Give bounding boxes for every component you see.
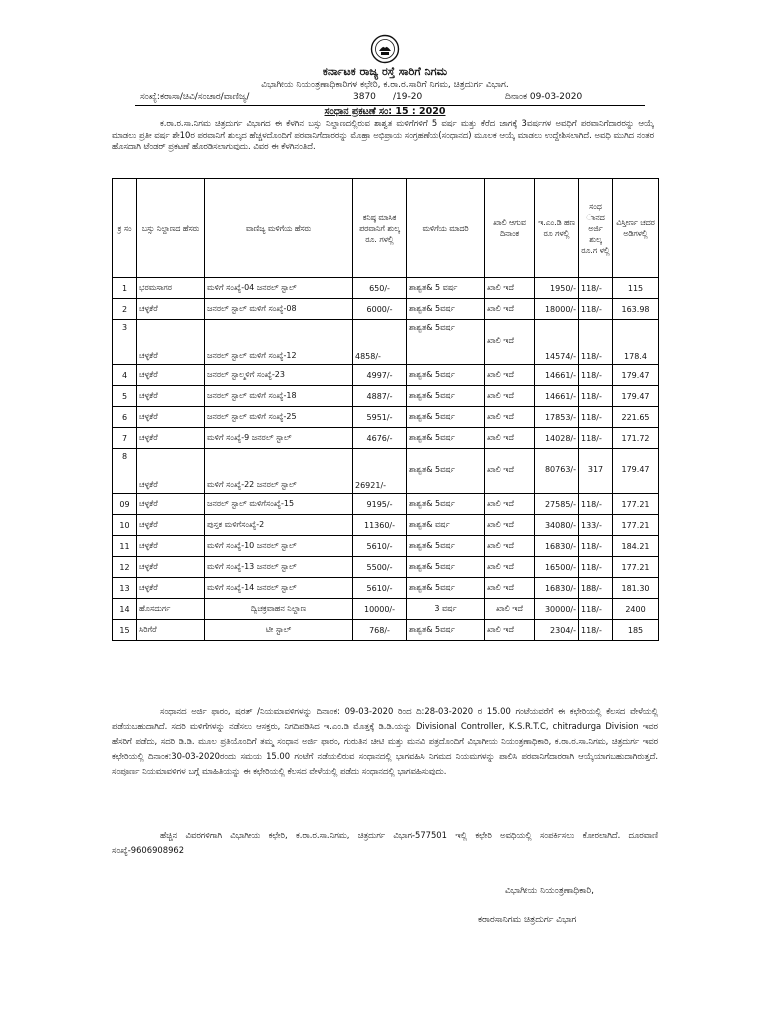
cell-area: 163.98 [613,299,659,320]
conditions-paragraph: ಸಂಧಾನದ ಅರ್ಜಿ ಫಾರಂ, ಷರತ್ /ನಿಯಮಾವಳಿಗಳನ್ನು ದಿನಾಂಕ: 09-03-2020 ರಿಂದ ದಿ:28-03-2020 ರ 15.00 ಗಂಟೆಯವರೆಗೆ ಈ ಕಛೇರಿಯಲ್ಲಿ ಕೆಲಸದ ವೇಳೆಯಲ್ಲಿ ಪಡೆಯಬಹುದಾಗಿದೆ. ಸದರಿ ಮಳಿಗೆಗಳನ್ನು ನಡೆಸಲು ಆಸಕ್ತರು, ನಿಗದಿಪಡಿಸಿದ ಇ.ಎಂ.ಡಿ ಮೊತ್ತಕ್ಕೆ ಡಿ.ಡಿ.ಯನ್ನು Divisional Controller, K.S.R.T.C, chitradurga Division ಇವರ ಹೆಸರಿಗೆ ಪಡೆದು, ಸದರಿ ಡಿ.ಡಿ. ಮೂಲ ಪ್ರತಿಯೊಂದಿಗೆ ತಮ್ಮ ಸಂಧಾನ ಅರ್ಜಿ ಫಾರಂ, ಗುರುತಿನ ಚೀಟಿ ಮತ್ತು ಮನವಿ ಪತ್ರದೊಂದಿಗೆ ವಿಭಾಗೀಯ ನಿಯಂತ್ರಣಾಧಿಕಾರಿ, ಕ.ರಾ.ರ.ಸಾ.ನಿಗಮ, ಚಿತ್ರದುರ್ಗ ಇವರ ಕಛೇರಿಯಲ್ಲಿ ದಿನಾಂಕ:30-03-2020ರಂದು ಸಮಯ 15.00 ಗಂಟೆಗೆ ನಡೆಯಲಿರುವ ಸಂಧಾನದಲ್ಲಿ ಭಾಗವಹಿಸಿ ನಿಗಮದ ನಿಯಮಗಳನ್ನು ಪಾಲಿಸಿ ಪರವಾನಿಗೆದಾರರಾಗಿ ಆಯ್ಕೆಯಾಗಬಹುದಾಗಿರುತ್ತದೆ. ಸಂಪೂರ್ಣ ನಿಯಮಾವಳಿಗಳ ಬಗ್ಗೆ ಮಾಹಿತಿಯನ್ನು ಈ ಕಛೇರಿಯಲ್ಲಿ ಕೆಲಸದ ವೇಳೆಯಲ್ಲಿ ಪಡೆದು ಸಂಧಾನದಲ್ಲಿ ಭಾಗವಹಿಸುವುದು. [112,706,658,776]
table-row [113,365,659,386]
cell-fee: 11360/- [353,515,407,536]
table-row [113,428,659,449]
cell-emd: 16830/- [535,536,579,557]
cell-app-fee: 118/- [579,428,613,449]
cell-app-fee: 118/- [579,278,613,299]
cell-station: ಚಳ್ಳಕೆರೆ [137,515,205,536]
cell-area: 185 [613,620,659,641]
cell-serial: 10 [113,515,137,536]
cell-fee: 768/- [353,620,407,641]
cell-type: 3 ವರ್ಷ [407,599,485,620]
col-header-emd: ಇ.ಎಂ.ಡಿ ಹಣ ರೂ ಗಳಲ್ಲಿ [535,179,579,278]
cell-serial: 4 [113,365,137,386]
table-row [113,386,659,407]
cell-area: 171.72 [613,428,659,449]
notice-title: ಸಂಧಾನ ಪ್ರಕಟಣೆ ಸಂ: 15 : 2020 [324,106,446,117]
intro-paragraph: ಕ.ರಾ.ರ.ಸಾ.ನಿಗಮ ಚಿತ್ರದುರ್ಗ ವಿಭಾಗದ ಈ ಕೆಳಗಿನ ಬಸ್ಸು ನಿಲ್ದಾಣದಲ್ಲಿರುವ ಶಾಶ್ವತ ಮಳಿಗೆಗಳಿಗೆ 5 ವರ್ಷ ಮತ್ತು ಕೆರೆದ ಜಾಗಕ್ಕೆ 3ವರ್ಷಗಳ ಅವಧಿಗೆ ಪರವಾನಿಗೆದಾರರನ್ನು ಆಯ್ಕೆ ಮಾಡಲು ಪ್ರತೀ ವರ್ಷ ಶೇ10ರ ಪರವಾನಿಗೆ ಶುಲ್ಕದ ಹೆಚ್ಚಳದೊಂದಿಗೆ ಪರವಾನಿಗೆದಾರರನ್ನು ಮೊಹ್ರಾ ಅಭಿಪ್ರಾಯ ಸಂಗ್ರಹಣೆಯ(ಸಂಧಾನದ) ಮೂಲಕ ಆಯ್ಕೆ ಮಾಡಲು ಉದ್ದೇಶಿಸಲಾಗಿದೆ. ಅವಧಿ ಮುಗಿದ ನಂತರ ಹೊಸದಾಗಿ ಟೆಂಡರ್ ಪ್ರಕಟಣೆ ಹೊರಡಿಸಲಾಗುವುದು. ವಿವರ ಈ ಕೆಳಗಿನಂತಿದೆ. [112,118,654,151]
cell-area: 184.21 [613,536,659,557]
cell-shop: ಮಳಿಗೆ ಸಂಖ್ಯೆ-9 ಜನರಲ್ ಸ್ಟಾಲ್ [205,428,353,449]
table-header-row [113,179,659,278]
cell-station: ಚಳ್ಳಕೆರೆ [137,299,205,320]
reference-line [135,91,645,106]
cell-fee: 5500/- [353,557,407,578]
cell-type: ಶಾಶ್ವತ& ವರ್ಷ [407,515,485,536]
cell-serial: 13 [113,578,137,599]
cell-app-fee: 118/- [579,299,613,320]
cell-serial: 6 [113,407,137,428]
cell-fee: 5951/- [353,407,407,428]
cell-station: ಹೊಸದುರ್ಗ [137,599,205,620]
cell-serial: 12 [113,557,137,578]
cell-emd: 27585/- [535,494,579,515]
cell-area: 2400 [613,599,659,620]
cell-type: ಶಾಶ್ವತ& 5ವರ್ಷ [407,407,485,428]
cell-app-fee: 118/- [579,536,613,557]
cell-fee: 10000/- [353,599,407,620]
cell-vacancy: ಖಾಲಿ ಇದೆ [485,599,535,620]
cell-shop: ಜನರಲ್ ಸ್ಟಾಲ್ ಮಳಿಗೆಸಂಖ್ಯೆ-15 [205,494,353,515]
cell-vacancy: ಖಾಲಿ ಇದೆ [485,536,535,557]
cell-emd: 16500/- [535,557,579,578]
cell-serial: 15 [113,620,137,641]
cell-app-fee: 118/- [579,407,613,428]
cell-type: ಶಾಶ್ವತ& 5ವರ್ಷ [407,578,485,599]
org-name: ಕರ್ನಾಟಕ ರಾಜ್ಯ ರಸ್ತೆ ಸಾರಿಗೆ ನಿಗಮ [322,65,448,78]
cell-vacancy: ಖಾಲಿ ಇದೆ [485,428,535,449]
cell-type: ಶಾಶ್ವತ& 5ವರ್ಷ [407,320,485,365]
cell-app-fee: 118/- [579,365,613,386]
cell-fee: 5610/- [353,578,407,599]
cell-app-fee: 188/- [579,578,613,599]
table-row [113,278,659,299]
cell-fee: 26921/- [353,449,407,494]
cell-fee: 650/- [353,278,407,299]
cell-app-fee: 118/- [579,557,613,578]
reference-serial: 3870 [353,92,376,102]
cell-type: ಶಾಶ್ವತ& 5ವರ್ಷ [407,428,485,449]
cell-fee: 5610/- [353,536,407,557]
cell-fee: 4858/- [353,320,407,365]
cell-emd: 14661/- [535,386,579,407]
cell-station: ಚಳ್ಳಕೆರೆ [137,494,205,515]
table-row [113,536,659,557]
cell-vacancy: ಖಾಲಿ ಇದೆ [485,320,535,365]
col-header-serial: ಕ್ರ ಸಂ [113,179,137,278]
contact-paragraph: ಹೆಚ್ಚಿನ ವಿವರಗಳಿಗಾಗಿ ವಿಭಾಗೀಯ ಕಛೇರಿ, ಕ.ರಾ.ರ.ಸಾ.ನಿಗಮ, ಚಿತ್ರದುರ್ಗ ವಿಭಾಗ-577501 ಇಲ್ಲಿ ಕಛೇರಿ ಅವಧಿಯಲ್ಲಿ ಸಂಪರ್ಕಿಸಲು ಕೋರಲಾಗಿದೆ. ದೂರವಾಣಿ ಸಂಖ್ಯೆ-9606908962 [112,830,658,855]
cell-type: ಶಾಶ್ವತ& 5ವರ್ಷ [407,620,485,641]
cell-shop: ಜನರಲ್ ಸ್ಟಾಲ್ ಮಳಿಗೆ ಸಂಖ್ಯೆ-18 [205,386,353,407]
cell-emd: 1950/- [535,278,579,299]
cell-vacancy: ಖಾಲಿ ಇದೆ [485,515,535,536]
cell-type: ಶಾಶ್ವತ& 5ವರ್ಷ [407,299,485,320]
col-header-app-fee: ಸಂಧ ಾನದ ಅರ್ಜಿ ಶುಲ್ಕ ರೂ.ಗ ಳಲ್ಲಿ [579,179,613,278]
cell-area: 115 [613,278,659,299]
reference-number: ಸಂಖ್ಯೆ:ಕರಾಸಾ/ಚಿವಿ/ಸಂಚಾರ/ವಾಣಿಜ್ಯ/ [140,92,250,102]
cell-type: ಶಾಶ್ವತ& 5ವರ್ಷ [407,494,485,515]
cell-emd: 14574/- [535,320,579,365]
cell-area: 181.30 [613,578,659,599]
cell-shop: ಪುಸ್ತಕ ಮಳಿಗೆಸಂಖ್ಯೆ-2 [205,515,353,536]
cell-fee: 6000/- [353,299,407,320]
cell-type: ಶಾಶ್ವತ& 5ವರ್ಷ [407,449,485,494]
table-row [113,449,659,494]
cell-station: ಚಳ್ಳಕೆರೆ [137,449,205,494]
col-header-area: ವಿಸ್ತೀರ್ಣ ಚದರ ಅಡಿಗಳಲ್ಲಿ [613,179,659,278]
cell-vacancy: ಖಾಲಿ ಇದೆ [485,386,535,407]
notice-date: ದಿನಾಂಕ 09-03-2020 [505,92,583,102]
cell-app-fee: 118/- [579,620,613,641]
cell-station: ಚಳ್ಳಕೆರೆ [137,557,205,578]
cell-app-fee: 118/- [579,599,613,620]
cell-station: ಚಳ್ಳಕೆರೆ [137,365,205,386]
signatory-title: ವಿಭಾಗೀಯ ನಿಯಂತ್ರಣಾಧಿಕಾರಿ, [505,886,594,896]
cell-type: ಶಾಶ್ವತ& 5 ವರ್ಷ [407,278,485,299]
cell-vacancy: ಖಾಲಿ ಇದೆ [485,365,535,386]
cell-shop: ಜನರಲ್ ಸ್ಟಾಲ್ ಮಳಿಗೆ ಸಂಖ್ಯೆ-12 [205,320,353,365]
cell-station: ಚಳ್ಳಕೆರೆ [137,536,205,557]
cell-serial: 7 [113,428,137,449]
cell-area: 179.47 [613,365,659,386]
reference-year: /19-20 [393,92,423,102]
col-header-fee: ಕನಿಷ್ಠ ಮಾಸಿಕ ಪರವಾನಿಗೆ ಶುಲ್ಕ ರೂ. ಗಳಲ್ಲಿ [353,179,407,278]
cell-emd: 14028/- [535,428,579,449]
cell-area: 221.65 [613,407,659,428]
cell-app-fee: 118/- [579,494,613,515]
cell-serial: 3 [113,320,137,365]
cell-station: ಚಳ್ಳಕೆರೆ [137,407,205,428]
table-row [113,515,659,536]
cell-serial: 2 [113,299,137,320]
cell-shop: ಮಳಿಗೆ ಸಂಖ್ಯೆ-13 ಜನರಲ್ ಸ್ಟಾಲ್ [205,557,353,578]
cell-station: ಚಳ್ಳಕೆರೆ [137,320,205,365]
cell-vacancy: ಖಾಲಿ ಇದೆ [485,407,535,428]
cell-shop: ಜನರಲ್ ಸ್ಟಾಲ್ಮಳಿಗೆ ಸಂಖ್ಯೆ-23 [205,365,353,386]
cell-emd: 17853/- [535,407,579,428]
cell-app-fee: 118/- [579,386,613,407]
cell-vacancy: ಖಾಲಿ ಇದೆ [485,578,535,599]
cell-station: ಚಳ್ಳಕೆರೆ [137,578,205,599]
signatory-org: ಕರಾರಸಾನಿಗಮ ಚಿತ್ರದುರ್ಗ ವಿಭಾಗ [478,915,577,925]
table-row [113,320,659,365]
department-line: ವಿಭಾಗೀಯ ನಿಯಂತ್ರಣಾಧಿಕಾರಿಗಳ ಕಛೇರಿ, ಕ.ರಾ.ರ.ಸಾರಿಗೆ ನಿಗಮ, ಚಿತ್ರದುರ್ಗ ವಿಭಾಗ. [261,80,509,90]
ksrtc-emblem-icon [370,34,400,64]
table-row [113,578,659,599]
cell-app-fee: 118/- [579,320,613,365]
cell-serial: 09 [113,494,137,515]
col-header-vacancy: ಖಾಲಿ ಆಗುವ ದಿನಾಂಕ [485,179,535,278]
cell-shop: ಜನರಲ್ ಸ್ಟಾಲ್ ಮಳಿಗೆ ಸಂಖ್ಯೆ-08 [205,299,353,320]
cell-area: 179.47 [613,386,659,407]
table-row [113,599,659,620]
table-row [113,299,659,320]
cell-shop: ಮಳಿಗೆ ಸಂಖ್ಯೆ-22 ಜನರಲ್ ಸ್ಟಾಲ್ [205,449,353,494]
cell-app-fee: 133/- [579,515,613,536]
cell-fee: 4676/- [353,428,407,449]
shops-table [112,178,659,641]
cell-serial: 11 [113,536,137,557]
cell-emd: 2304/- [535,620,579,641]
cell-serial: 1 [113,278,137,299]
cell-shop: ಜನರಲ್ ಸ್ಟಾಲ್ ಮಳಿಗೆ ಸಂಖ್ಯೆ-25 [205,407,353,428]
cell-shop: ಮಳಿಗೆ ಸಂಖ್ಯೆ-04 ಜನರಲ್ ಸ್ಟಾಲ್ [205,278,353,299]
cell-vacancy: ಖಾಲಿ ಇದೆ [485,494,535,515]
cell-shop: ಮಳಿಗೆ ಸಂಖ್ಯೆ-10 ಜನರಲ್ ಸ್ಟಾಲ್ [205,536,353,557]
cell-serial: 14 [113,599,137,620]
cell-type: ಶಾಶ್ವತ& 5ವರ್ಷ [407,557,485,578]
cell-vacancy: ಖಾಲಿ ಇದೆ [485,557,535,578]
table-row [113,620,659,641]
cell-station: ಚಳ್ಳಕೆರೆ [137,386,205,407]
cell-emd: 30000/- [535,599,579,620]
cell-station: ಭರಮಸಾಗರ [137,278,205,299]
cell-emd: 14661/- [535,365,579,386]
cell-fee: 9195/- [353,494,407,515]
cell-station: ಸಿರಿಗೆರೆ [137,620,205,641]
cell-shop: ದ್ವಿಚಕ್ರವಾಹನ ನಿಲ್ದಾಣ [205,599,353,620]
cell-area: 177.21 [613,515,659,536]
cell-area: 179.47 [613,449,659,494]
cell-fee: 4997/- [353,365,407,386]
col-header-station: ಬಸ್ಸು ನಿಲ್ದಾಣದ ಹೆಸರು [137,179,205,278]
col-header-shop: ವಾಣಿಜ್ಯ ಮಳಿಗೆಯ ಹೆಸರು [205,179,353,278]
table-row [113,407,659,428]
cell-app-fee: 317 [579,449,613,494]
cell-area: 177.21 [613,494,659,515]
table-row [113,557,659,578]
cell-area: 177.21 [613,557,659,578]
cell-type: ಶಾಶ್ವತ& 5ವರ್ಷ [407,365,485,386]
cell-emd: 34080/- [535,515,579,536]
cell-type: ಶಾಶ್ವತ& 5ವರ್ಷ [407,386,485,407]
col-header-type: ಮಳಿಗೆಯ ಮಾದರಿ [407,179,485,278]
cell-emd: 18000/- [535,299,579,320]
cell-serial: 8 [113,449,137,494]
cell-station: ಚಳ್ಳಕೆರೆ [137,428,205,449]
cell-vacancy: ಖಾಲಿ ಇದೆ [485,620,535,641]
cell-vacancy: ಖಾಲಿ ಇದೆ [485,449,535,494]
cell-vacancy: ಖಾಲಿ ಇದೆ [485,299,535,320]
table-row [113,494,659,515]
cell-shop: ಮಳಿಗೆ ಸಂಖ್ಯೆ-14 ಜನರಲ್ ಸ್ಟಾಲ್ [205,578,353,599]
cell-fee: 4887/- [353,386,407,407]
cell-emd: 80763/- [535,449,579,494]
cell-vacancy: ಖಾಲಿ ಇದೆ [485,278,535,299]
cell-type: ಶಾಶ್ವತ& 5ವರ್ಷ [407,536,485,557]
cell-serial: 5 [113,386,137,407]
cell-area: 178.4 [613,320,659,365]
cell-emd: 16830/- [535,578,579,599]
cell-shop: ಟೀ ಸ್ಟಾಲ್ [205,620,353,641]
